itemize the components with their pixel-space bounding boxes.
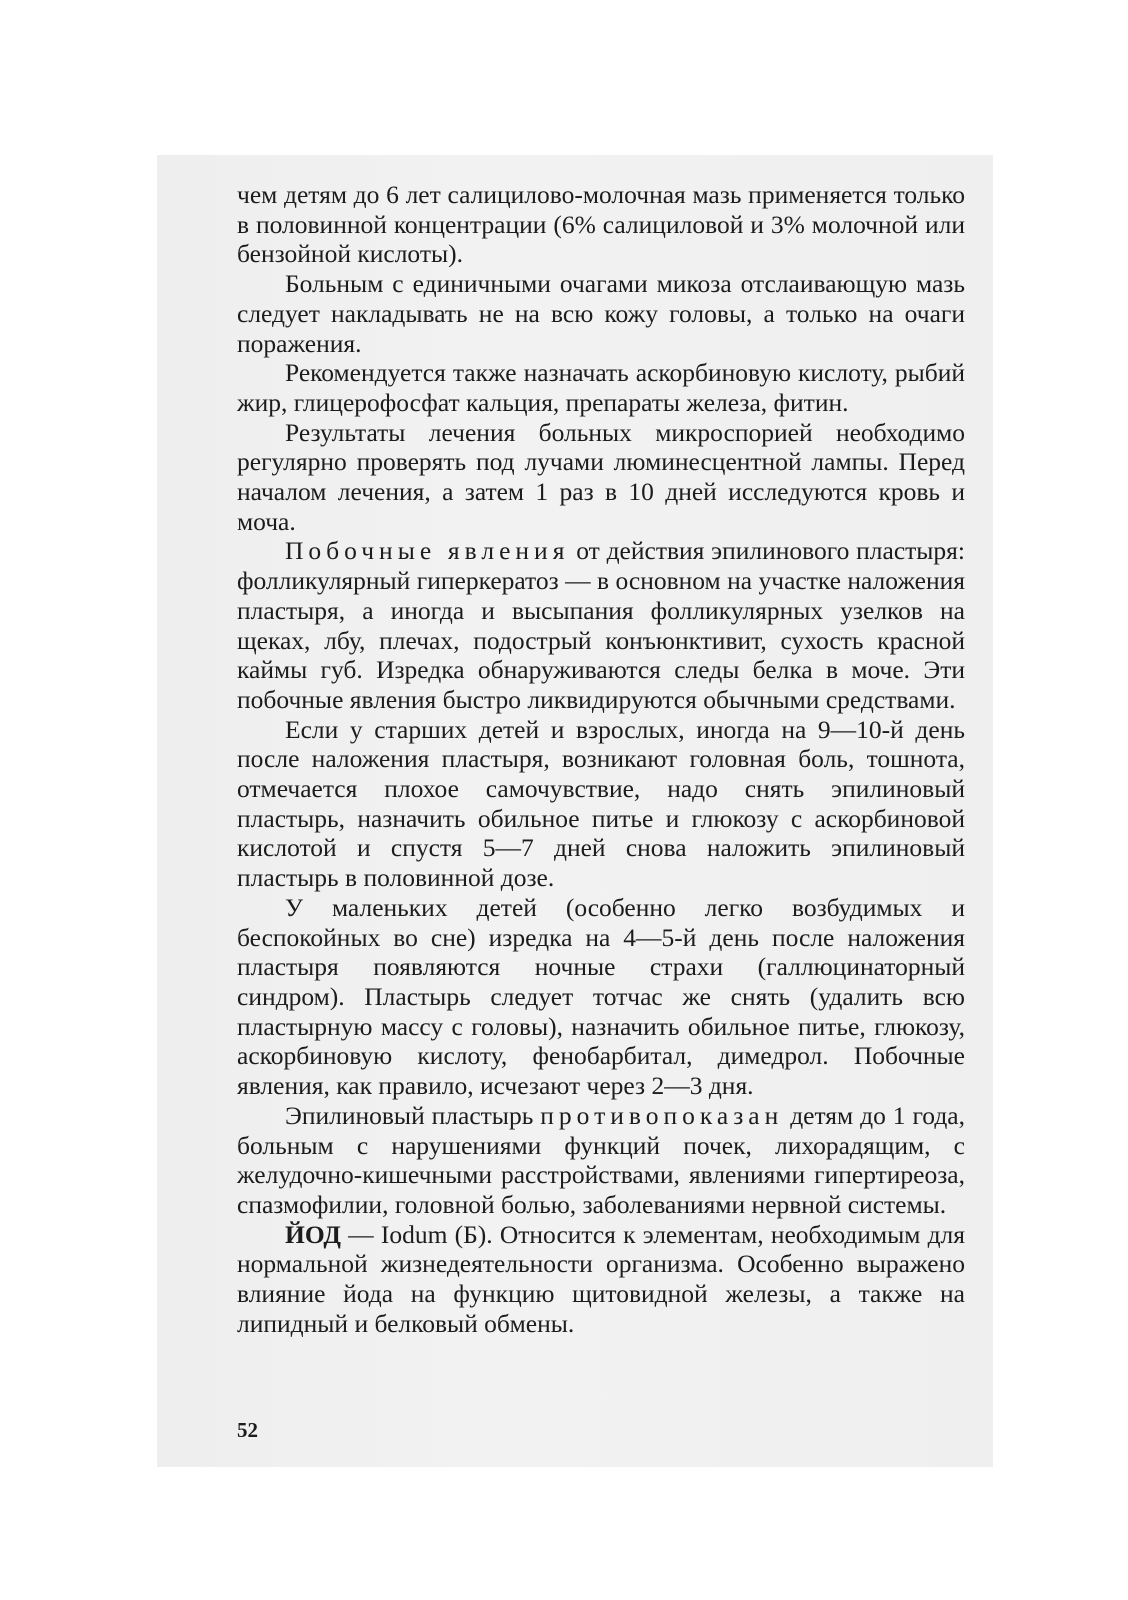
paragraph	[237, 418, 965, 537]
paragraph-text: чем детям до 6 лет салицилово-молочная мазь применяется только в половинной концентрации (6% салициловой и 3% молочной или бензойной кислоты).	[237, 180, 965, 269]
paragraph	[237, 715, 965, 893]
page-number: 52	[237, 1418, 258, 1442]
paragraph	[237, 269, 965, 358]
paragraph	[237, 358, 965, 417]
paragraph	[237, 536, 965, 714]
paragraph-text: Если у старших детей и взрослых, иногда на 9—10-й день после наложения пластыря, возникают головная боль, тошнота, отмечается плохое самочувствие, надо снять эпилиновый пластырь, назначить обильное питье и глюкозу с аскорбиновой кислотой и спустя 5—7 дней снова наложить эпилиновый пластырь в половинной дозе.	[237, 714, 965, 893]
spaced-term: противопоказан	[540, 1100, 784, 1130]
paragraph	[237, 180, 965, 269]
paragraph	[237, 893, 965, 1101]
paragraph	[237, 1101, 965, 1220]
paragraph-text: — Iodum (Б). Относится к элементам, необходимым для нормальной жизнедеятельности организма. Особенно выражено влияние йода на функцию щитовидной железы, а также на липидный и белковый обмены.	[237, 1219, 965, 1338]
paragraph-text: от действия эпилинового пластыря: фолликулярный гиперкератоз — в основном на участке наложения пластыря, а иногда и высыпания фолликулярных узелков на щеках, лбу, плечах, подострый конъюнктивит, сухость красной каймы губ. Изредка обнаруживаются следы белка в моче. Эти побочные явления быстро ликвидируются обычными средствами.	[237, 536, 965, 714]
paragraph-text: Больным с единичными очагами микоза отслаивающую мазь следует накладывать не на всю кожу головы, а только на очаги поражения.	[237, 269, 965, 358]
page-text	[237, 180, 965, 1338]
entry-heading: ЙОД	[285, 1219, 341, 1249]
spaced-term: Побочные явления	[285, 536, 570, 566]
paragraph-text: детям до 1 года, больным с нарушениями функций почек, лихорадящим, с желудочно-кишечными расстройствами, явлениями гипертиреоза, спазмофилии, головной болью, заболеваниями нервной системы.	[237, 1100, 965, 1219]
paragraph-text: Результаты лечения больных микроспорией необходимо регулярно проверять под лучами люминесцентной лампы. Перед началом лечения, а затем 1 раз в 10 дней исследуются кровь и моча.	[237, 417, 965, 536]
paragraph-text: Эпилиновый пластырь	[285, 1100, 541, 1130]
paragraph	[237, 1220, 965, 1339]
paragraph-text: У маленьких детей (особенно легко возбудимых и беспокойных во сне) изредка на 4—5-й день после наложения пластыря появляются ночные страхи (галлюцинаторный синдром). Пластырь следует тотчас же снять (удалить всю пластырную массу с головы), назначить обильное питье, глюкозу, аскорбиновую кислоту, фенобарбитал, димедрол. Побочные явления, как правило, исчезают через 2—3 дня.	[237, 892, 965, 1101]
paragraph-text: Рекомендуется также назначать аскорбиновую кислоту, рыбий жир, глицерофосфат кальция, препараты железа, фитин.	[237, 358, 965, 417]
